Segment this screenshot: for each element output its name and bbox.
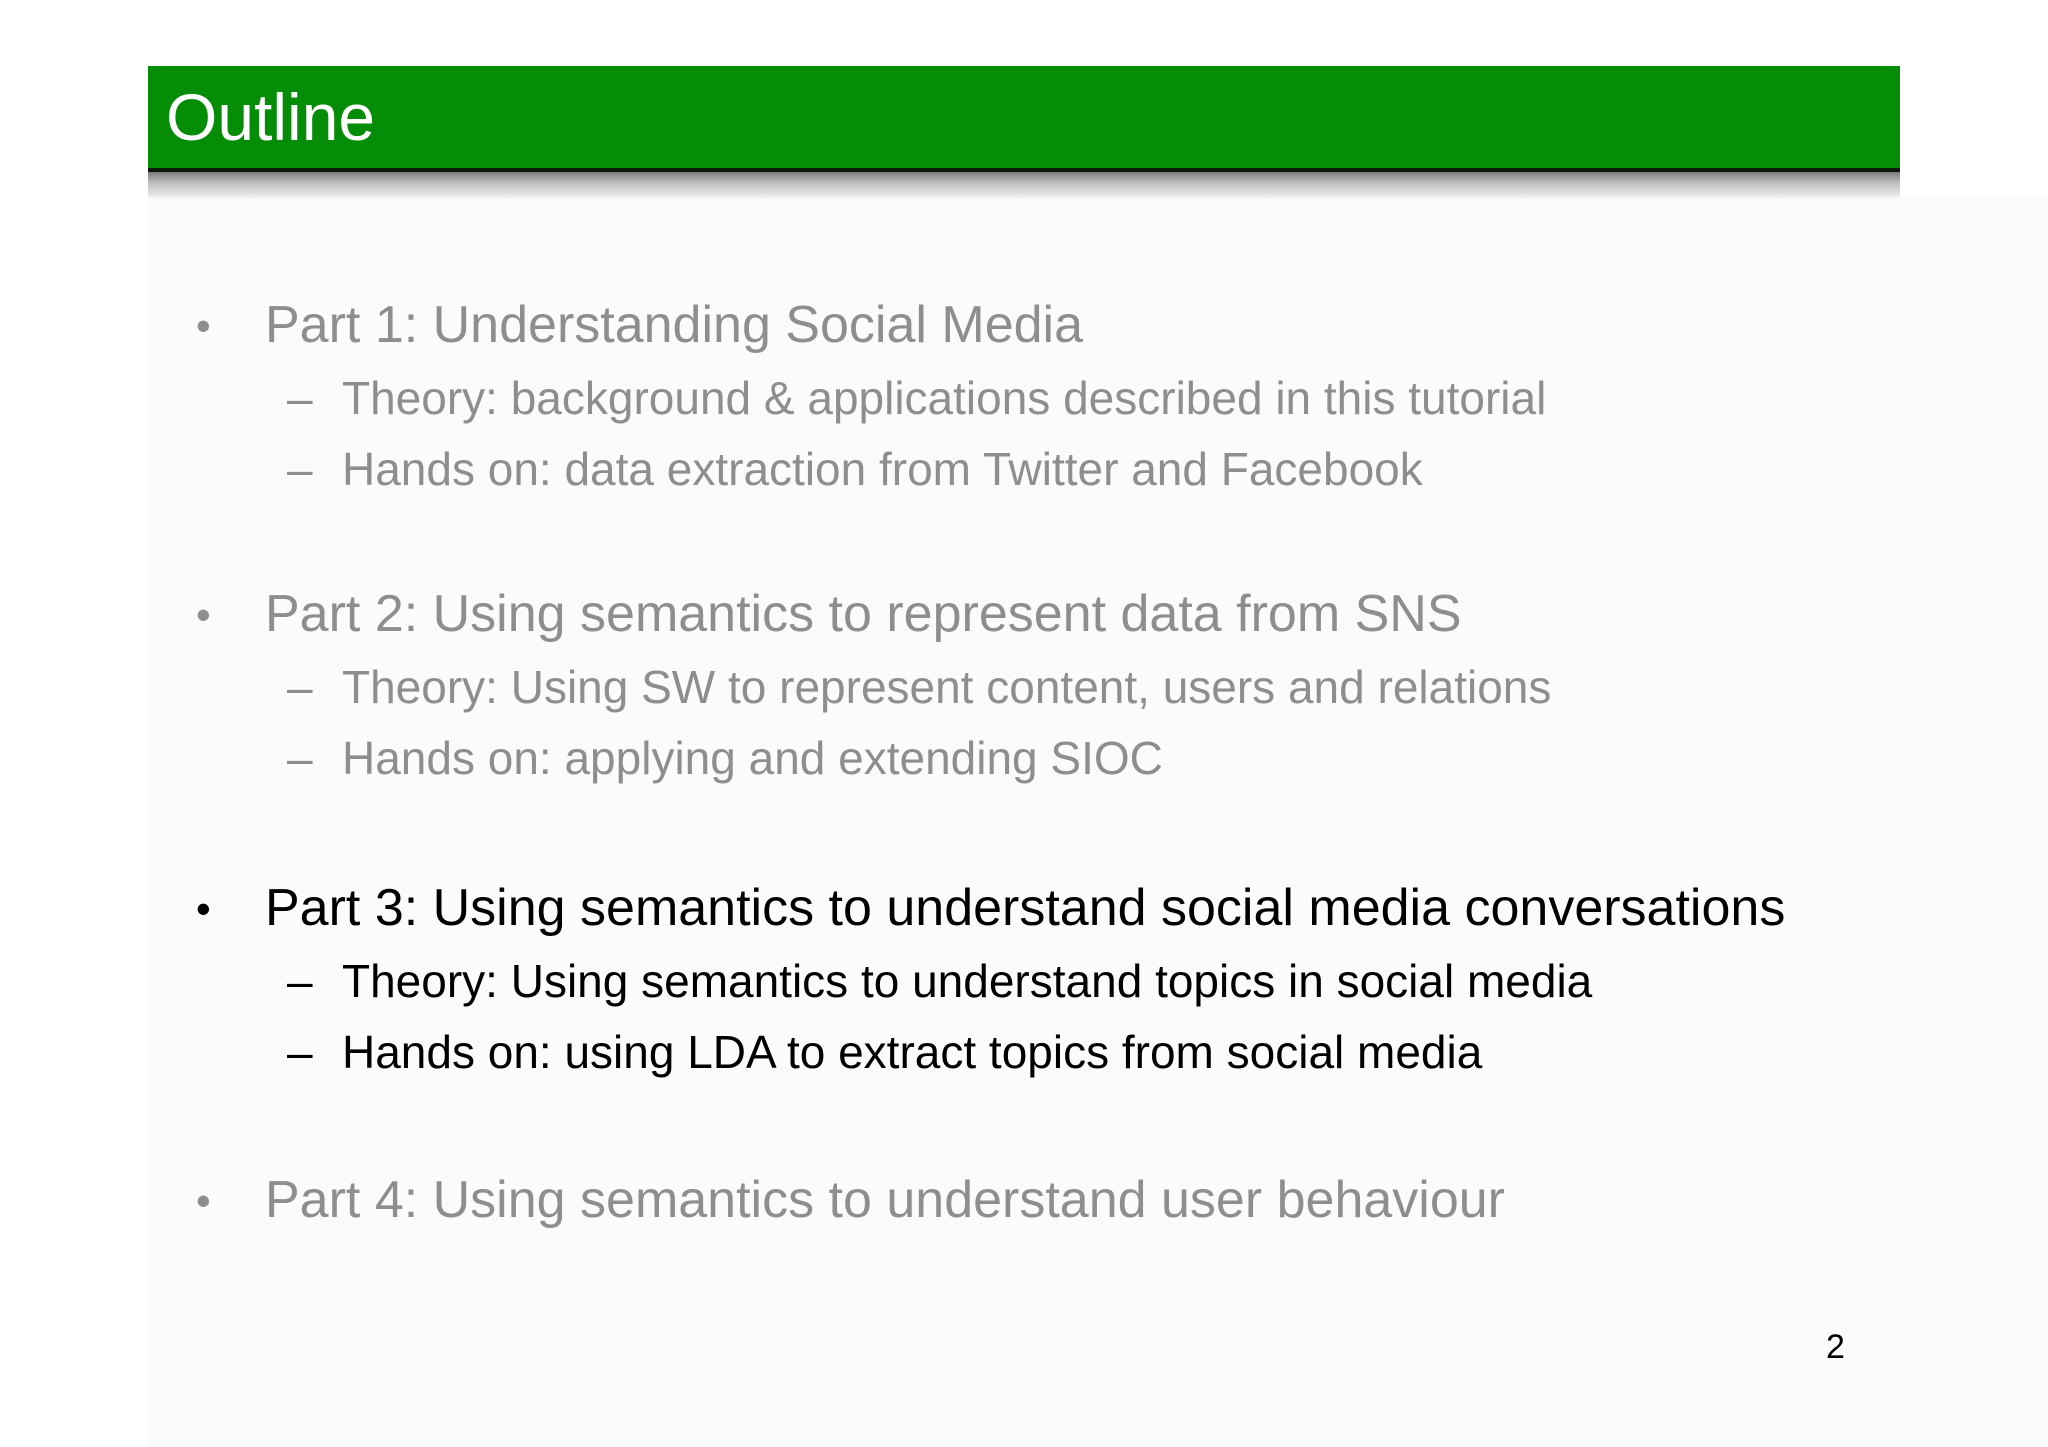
dash-symbol: – — [287, 443, 313, 495]
outline-subitem-label: Theory: background & applications described in this tutorial — [342, 372, 1547, 424]
outline-item-label: Part 3: Using semantics to understand social media conversations — [265, 879, 1786, 937]
dash-symbol: – — [287, 372, 313, 424]
outline-item-label: Part 1: Understanding Social Media — [265, 296, 1084, 354]
dash-symbol: – — [287, 955, 313, 1007]
outline-subitem-label: Hands on: applying and extending SIOC — [342, 732, 1163, 784]
outline-item-label: Part 2: Using semantics to represent data from SNS — [265, 585, 1462, 643]
title-bar-shadow — [148, 172, 1900, 198]
dash-symbol: – — [287, 1026, 313, 1078]
slide-title: Outline — [166, 80, 376, 154]
outline-subitem-label: Theory: Using SW to represent content, users and relations — [342, 661, 1552, 713]
bullet-symbol: • — [196, 302, 211, 349]
outline-item-label: Part 4: Using semantics to understand user behaviour — [265, 1171, 1506, 1229]
outline-subitem-label: Theory: Using semantics to understand topics in social media — [342, 955, 1593, 1007]
outline-subitem-label: Hands on: using LDA to extract topics from social media — [342, 1026, 1483, 1078]
outline-subitem-label: Hands on: data extraction from Twitter and Facebook — [342, 443, 1423, 495]
bullet-symbol: • — [196, 1177, 211, 1224]
title-bar — [148, 66, 1900, 172]
bullet-symbol: • — [196, 591, 211, 638]
page-number: 2 — [1826, 1328, 1845, 1366]
dash-symbol: – — [287, 661, 313, 713]
dash-symbol: – — [287, 732, 313, 784]
bullet-symbol: • — [196, 885, 211, 932]
